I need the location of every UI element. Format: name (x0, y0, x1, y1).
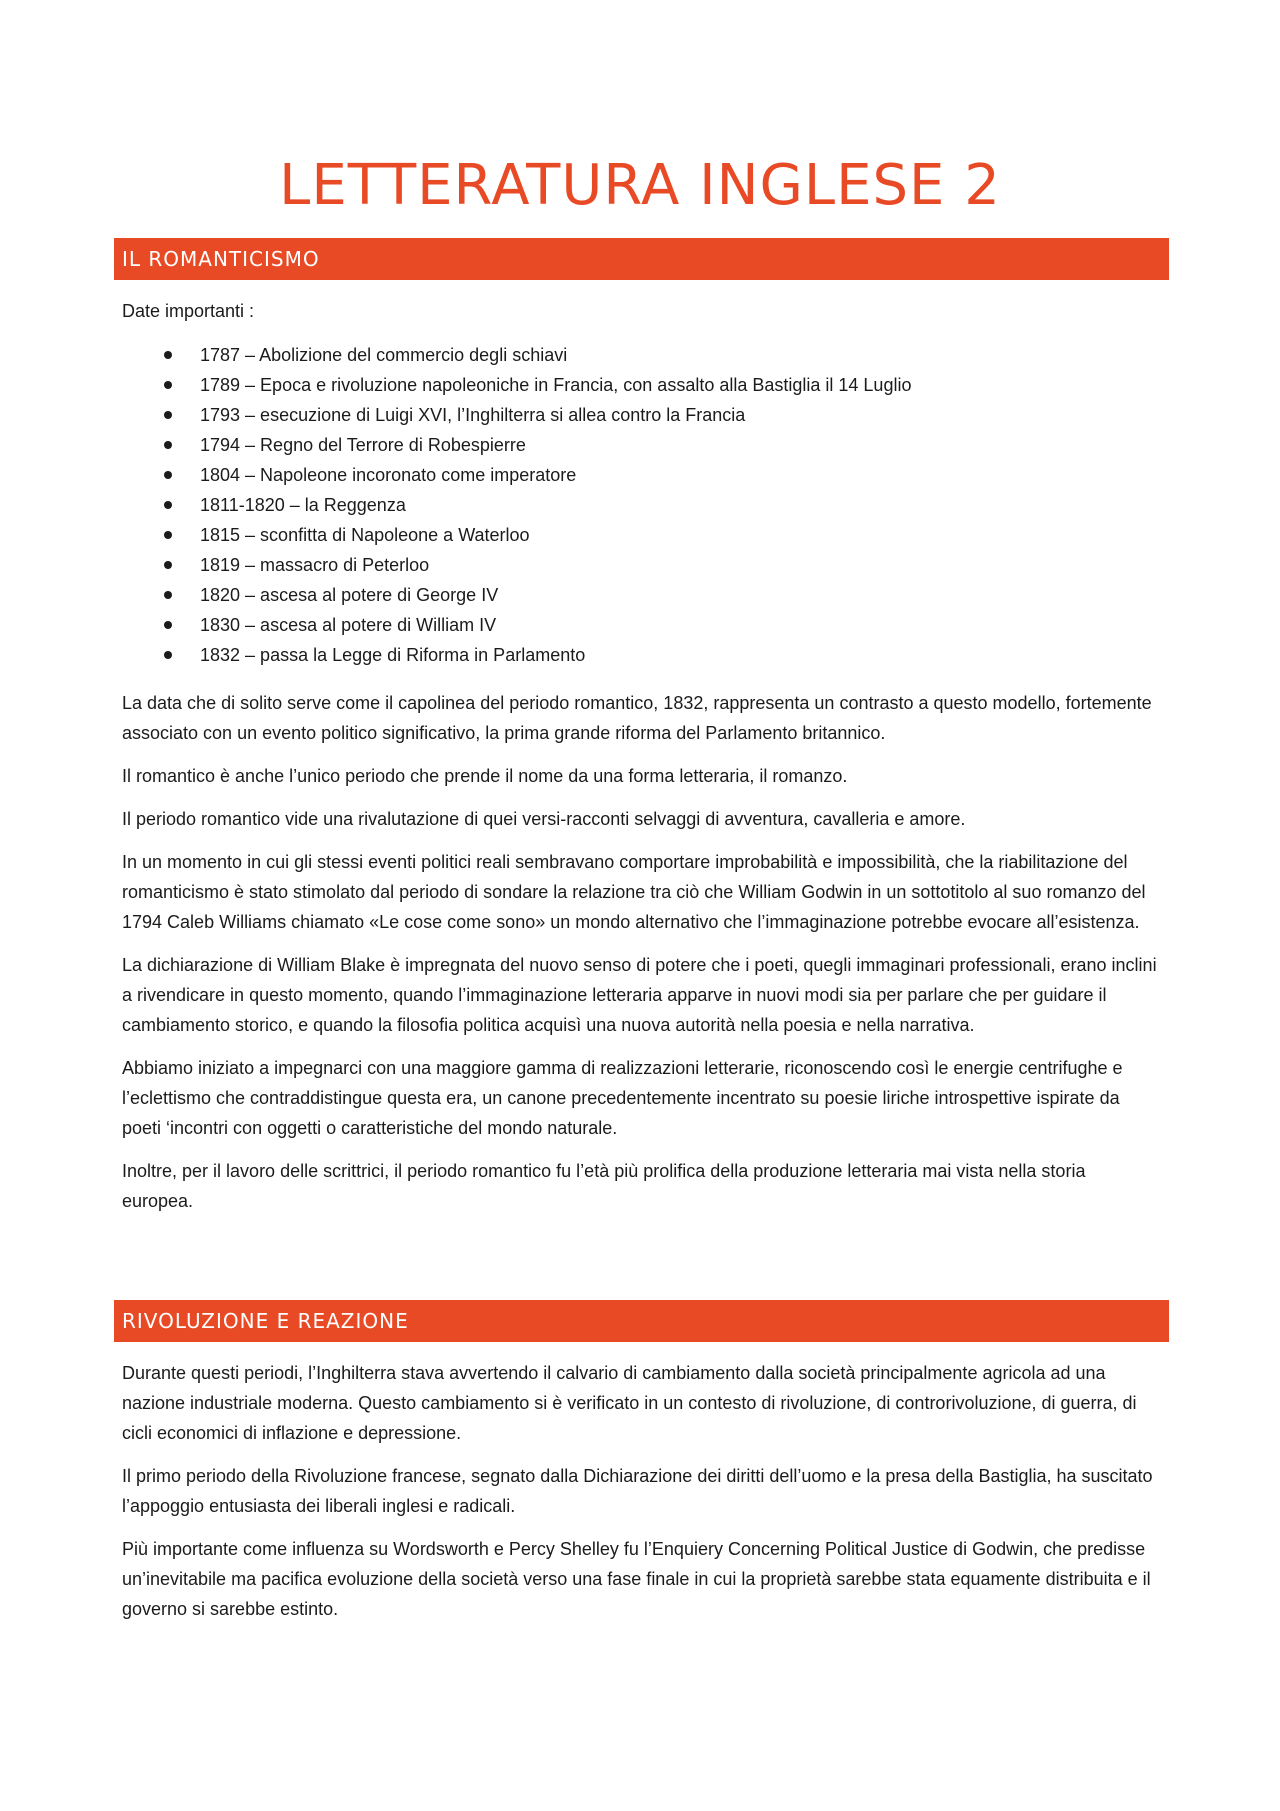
bullet-icon (164, 561, 172, 569)
bullet-icon (164, 621, 172, 629)
bullet-icon (164, 651, 172, 659)
list-item-text: 1820 – ascesa al potere di George IV (200, 585, 499, 605)
bullet-icon (164, 501, 172, 509)
bullet-icon (164, 351, 172, 359)
list-item (122, 340, 1161, 370)
list-item (122, 400, 1161, 430)
list-item (122, 580, 1161, 610)
list-item-text: 1832 – passa la Legge di Riforma in Parlamento (200, 645, 586, 665)
section-rivoluzione-e-reazione (114, 1300, 1169, 1637)
bullet-icon (164, 381, 172, 389)
list-item (122, 490, 1161, 520)
list-item-text: 1811-1820 – la Reggenza (200, 495, 406, 515)
list-item (122, 610, 1161, 640)
section-il-romanticismo (114, 238, 1169, 1229)
section-body (114, 296, 1169, 1216)
paragraph: Il romantico è anche l’unico periodo che prende il nome da una forma letteraria, il romanzo. (122, 766, 848, 786)
paragraph: La data che di solito serve come il capolinea del periodo romantico, 1832, rappresenta un contrasto a questo modello, fortemente associato con un evento politico significativo, la prima grande riforma del Parlamento britannico. (122, 693, 1152, 743)
list-item-text: 1815 – sconfitta di Napoleone a Waterloo (200, 525, 530, 545)
list-item-text: 1804 – Napoleone incoronato come imperatore (200, 465, 577, 485)
list-item (122, 640, 1161, 670)
bullet-icon (164, 441, 172, 449)
paragraph: Inoltre, per il lavoro delle scrittrici, il periodo romantico fu l’età più prolifica della produzione letteraria mai vista nella storia europea. (122, 1161, 1086, 1211)
list-item-text: 1819 – massacro di Peterloo (200, 555, 430, 575)
list-item-text: 1794 – Regno del Terrore di Robespierre (200, 435, 526, 455)
dates-list (122, 340, 1161, 670)
list-item (122, 430, 1161, 460)
list-item-text: 1789 – Epoca e rivoluzione napoleoniche in Francia, con assalto alla Bastiglia il 14 Luglio (200, 375, 912, 395)
list-item-text: 1793 – esecuzione di Luigi XVI, l’Inghilterra si allea contro la Francia (200, 405, 746, 425)
paragraph: Più importante come influenza su Wordsworth e Percy Shelley fu l’Enquiery Concerning Political Justice di Godwin, che predisse un’inevitabile ma pacifica evoluzione della società verso una fase finale in cui la proprietà sarebbe stata equamente distribuita e il governo si sarebbe estinto. (122, 1539, 1151, 1619)
bullet-icon (164, 591, 172, 599)
list-item (122, 370, 1161, 400)
list-item-text: 1830 – ascesa al potere di William IV (200, 615, 497, 635)
bullet-icon (164, 471, 172, 479)
section-heading: IL ROMANTICISMO (114, 238, 1169, 280)
list-item (122, 460, 1161, 490)
section-heading: RIVOLUZIONE E REAZIONE (114, 1300, 1169, 1342)
paragraph: In un momento in cui gli stessi eventi politici reali sembravano comportare improbabilità e impossibilità, che la riabilitazione del romanticismo è stato stimolato dal periodo di sondare la relazione tra ciò che William Godwin in un sottotitolo al suo romanzo del 1794 Caleb Williams chiamato «Le cose come sono» un mondo alternativo che l’immaginazione potrebbe evocare all’esistenza. (122, 852, 1146, 932)
bullet-icon (164, 411, 172, 419)
list-item (122, 550, 1161, 580)
paragraph: Il primo periodo della Rivoluzione francese, segnato dalla Dichiarazione dei diritti dell’uomo e la presa della Bastiglia, ha suscitato l’appoggio entusiasta dei liberali inglesi e radicali. (122, 1466, 1153, 1516)
bullet-icon (164, 531, 172, 539)
paragraph: Abbiamo iniziato a impegnarci con una maggiore gamma di realizzazioni letterarie, riconoscendo così le energie centrifughe e l’eclettismo che contraddistingue questa era, un canone precedentemente incentrato su poesie liriche introspettive ispirate da poeti ‘incontri con oggetti o caratteristiche del mondo naturale. (122, 1058, 1123, 1138)
paragraph: Il periodo romantico vide una rivalutazione di quei versi-racconti selvaggi di avventura, cavalleria e amore. (122, 809, 966, 829)
document-title: LETTERATURA INGLESE 2 (279, 153, 1001, 218)
list-item (122, 520, 1161, 550)
paragraph: Durante questi periodi, l’Inghilterra stava avvertendo il calvario di cambiamento dalla società principalmente agricola ad una nazione industriale moderna. Questo cambiamento si è verificato in un contesto di rivoluzione, di controrivoluzione, di guerra, di cicli economici di inflazione e depressione. (122, 1363, 1137, 1443)
dates-intro: Date importanti : (122, 301, 255, 321)
paragraph: La dichiarazione di William Blake è impregnata del nuovo senso di potere che i poeti, quegli immaginari professionali, erano inclini a rivendicare in questo momento, quando l’immaginazione letteraria apparve in nuovi modi sia per parlare che per guidare il cambiamento storico, e quando la filosofia politica acquisì una nuova autorità nella poesia e nella narrativa. (122, 955, 1157, 1035)
section-body (114, 1342, 1169, 1624)
list-item-text: 1787 – Abolizione del commercio degli schiavi (200, 345, 568, 365)
